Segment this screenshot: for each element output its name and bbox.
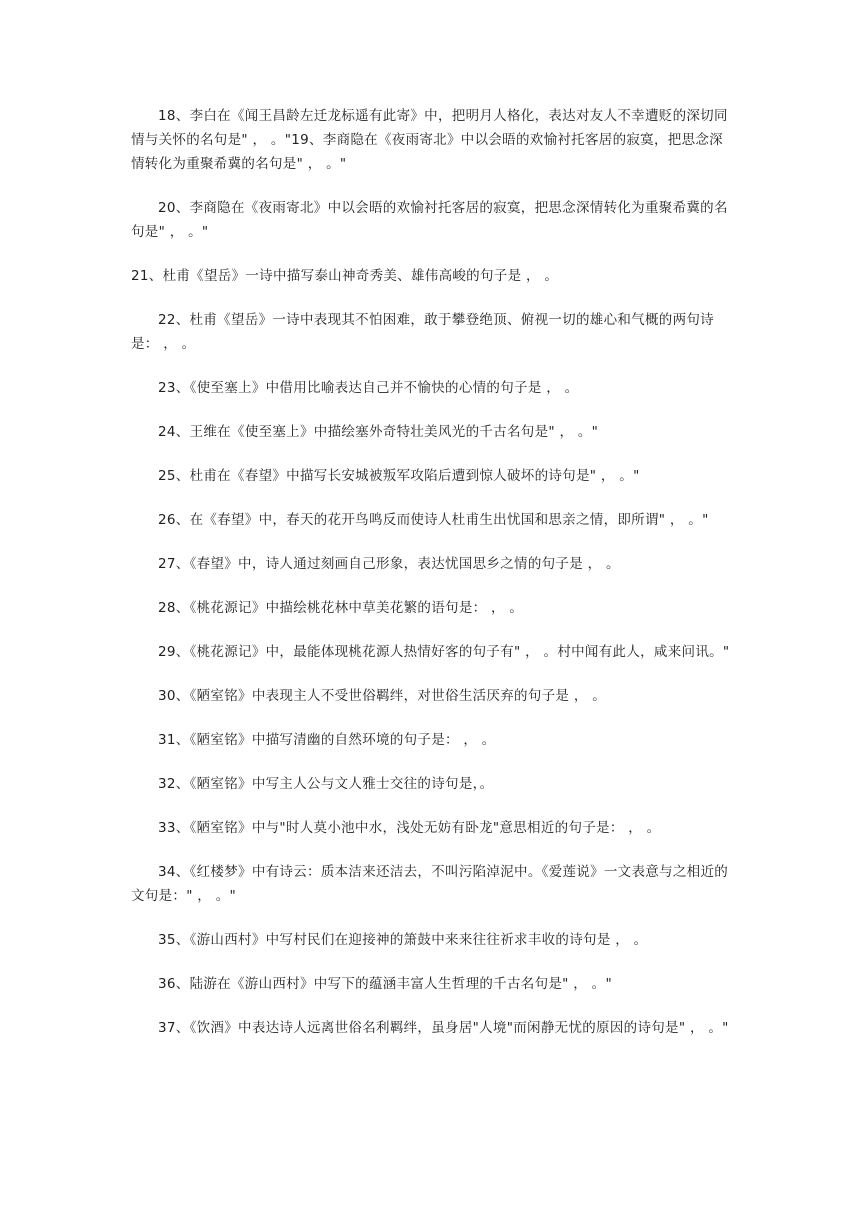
question-31: 31、《陋室铭》中描写清幽的自然环境的句子是： ， 。 xyxy=(158,732,496,748)
question-36: 36、陆游在《游山西村》中写下的蕴涵丰富人生哲理的千古名句是" ， 。" xyxy=(158,976,612,992)
question-24: 24、王维在《使至塞上》中描绘塞外奇特壮美风光的千古名句是" ， 。" xyxy=(158,424,599,440)
question-30: 30、《陋室铭》中表现主人不受世俗羁绊，对世俗生活厌弃的句子是 ， 。 xyxy=(158,688,607,704)
question-28: 28、《桃花源记》中描绘桃花林中草美花繁的语句是： ， 。 xyxy=(158,600,524,616)
question-18-19: 18、李白在《闻王昌龄左迁龙标遥有此寄》中，把明月人格化，表达对友人不幸遭贬的深切同情与关怀的名句是" ， 。"19、李商隐在《夜雨寄北》中以会晤的欢愉衬托客居的寂寞，把思念深情转化为重聚希冀的名句是" ， 。" xyxy=(131,108,728,172)
question-32: 32、《陋室铭》中写主人公与文人雅士交往的诗句是，。 xyxy=(158,776,494,792)
question-21: 21、杜甫《望岳》一诗中描写泰山神奇秀美、雄伟高峻的句子是 ， 。 xyxy=(131,268,559,284)
document-body xyxy=(131,104,730,1060)
question-27: 27、《春望》中，诗人通过刻画自己形象，表达忧国思乡之情的句子是 ， 。 xyxy=(158,556,620,572)
question-34: 34、《红楼梦》中有诗云：质本洁来还洁去，不叫污陷淖泥中。《爱莲说》一文表意与之相近的文句是：" ， 。" xyxy=(131,864,729,904)
question-22: 22、杜甫《望岳》一诗中表现其不怕困难，敢于攀登绝顶、俯视一切的雄心和气概的两句诗是： ， 。 xyxy=(131,312,714,352)
question-25: 25、杜甫在《春望》中描写长安城被叛军攻陷后遭到惊人破坏的诗句是" ， 。" xyxy=(158,468,640,484)
question-35: 35、《游山西村》中写村民们在迎接神的箫鼓中来来往往祈求丰收的诗句是 ， 。 xyxy=(158,932,648,948)
question-20: 20、李商隐在《夜雨寄北》中以会晤的欢愉衬托客居的寂寞，把思念深情转化为重聚希冀的名句是" ， 。" xyxy=(131,200,728,240)
question-26: 26、在《春望》中，春天的花开鸟鸣反而使诗人杜甫生出忧国和思亲之情，即所谓" ， 。" xyxy=(158,512,709,528)
question-29: 29、《桃花源记》中，最能体现桃花源人热情好客的句子有" ， 。村中闻有此人，咸来问讯。" xyxy=(158,644,730,660)
question-23: 23、《使至塞上》中借用比喻表达自己并不愉快的心情的句子是 ， 。 xyxy=(158,380,579,396)
question-33: 33、《陋室铭》中与"时人莫小池中水，浅处无妨有卧龙"意思相近的句子是： ， 。 xyxy=(158,820,661,836)
question-37: 37、《饮酒》中表达诗人远离世俗名利羁绊，虽身居"人境"而闲静无忧的原因的诗句是" ， 。" xyxy=(158,1020,729,1036)
